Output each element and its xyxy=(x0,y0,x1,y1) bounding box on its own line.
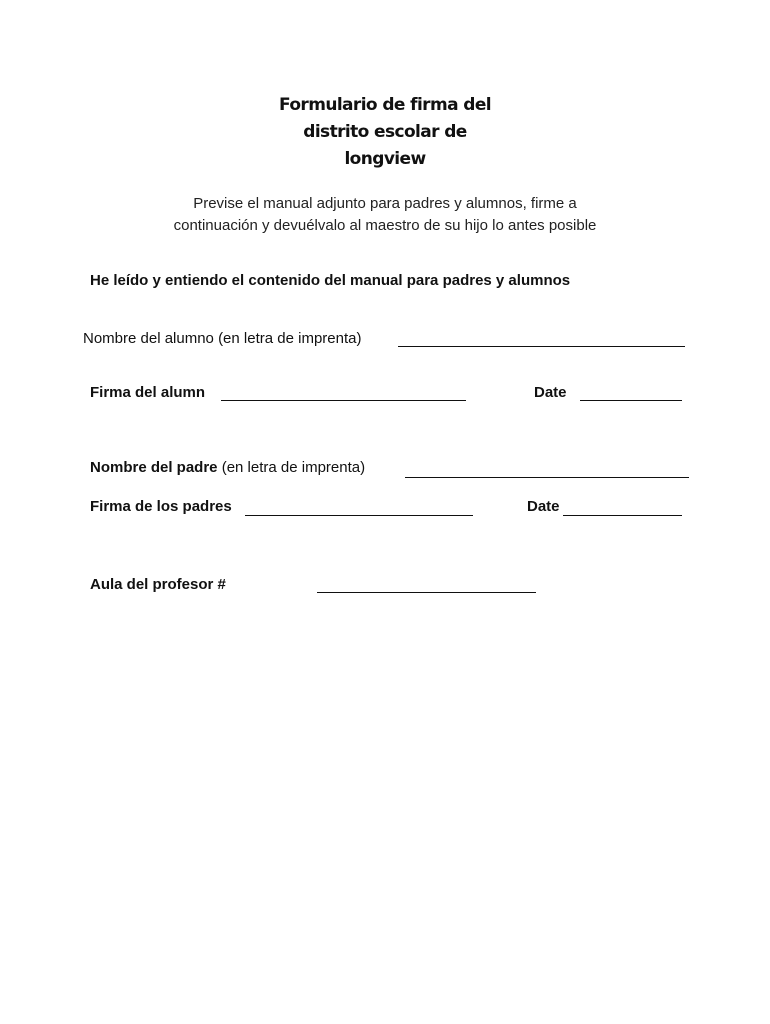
student-date-label: Date xyxy=(534,384,567,401)
parent-date-field[interactable] xyxy=(563,515,682,516)
parent-signature-field[interactable] xyxy=(245,515,473,516)
instructions-line-1: Previse el manual adjunto para padres y alumnos, firme a xyxy=(193,195,577,212)
form-title-line-2: distrito escolar de xyxy=(303,122,467,142)
student-signature-label: Firma del alumn xyxy=(90,384,206,401)
parent-signature-label: Firma de los padres xyxy=(90,498,232,515)
student-name-field[interactable] xyxy=(398,346,685,347)
acknowledgement-statement: He leído y entiendo el contenido del manual para padres y alumnos xyxy=(90,272,571,289)
parent-name-label xyxy=(90,459,365,476)
student-date-field[interactable] xyxy=(580,400,682,401)
instructions-line-2: continuación y devuélvalo al maestro de su hijo lo antes posible xyxy=(173,217,597,234)
parent-name-field[interactable] xyxy=(405,477,689,478)
form-title-line-1: Formulario de firma del xyxy=(279,95,491,115)
teacher-room-label: Aula del profesor # xyxy=(90,576,226,593)
teacher-room-field[interactable] xyxy=(317,592,536,593)
parent-date-label: Date xyxy=(527,498,560,515)
parent-name-label-bold: Nombre del padre xyxy=(90,459,218,476)
student-signature-field[interactable] xyxy=(221,400,466,401)
form-title xyxy=(185,92,585,173)
parent-name-label-rest: (en letra de imprenta) xyxy=(217,459,366,476)
form-title-line-3: longview xyxy=(344,149,426,169)
form-instructions xyxy=(110,193,660,237)
student-name-label: Nombre del alumno (en letra de imprenta) xyxy=(83,330,362,347)
